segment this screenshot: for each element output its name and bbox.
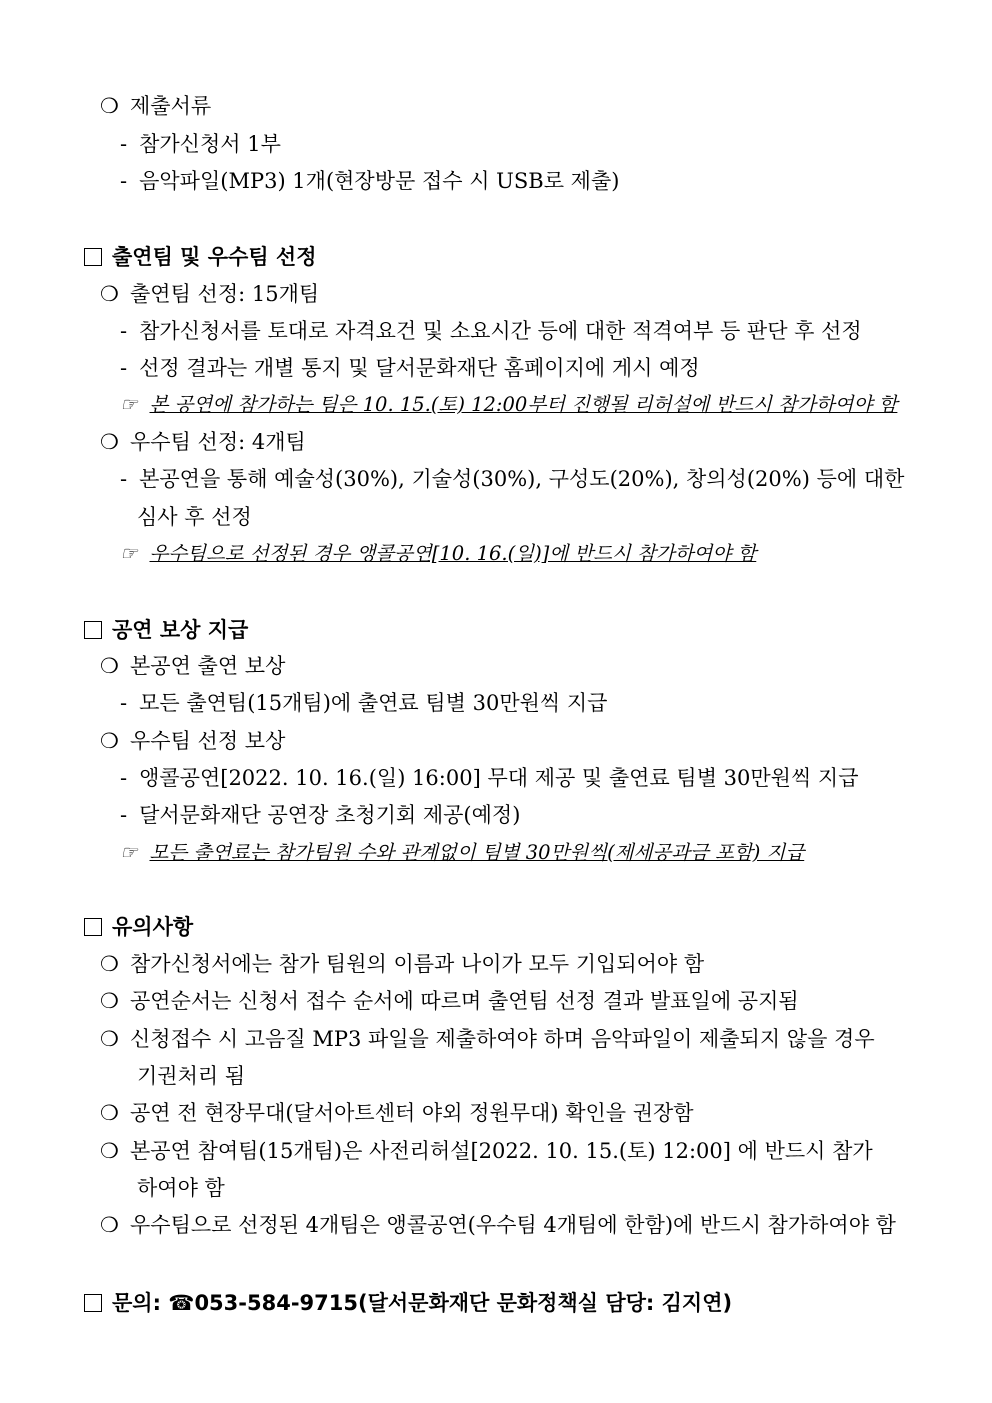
pointing-hand-icon: ☞ [120,542,138,565]
notice-item: ❍ 우수팀으로 선정된 4개팀은 앵콜공연(우수팀 4개팀에 한함)에 반드시 참가하여야 함 [100,1213,896,1237]
list-item: - 참가신청서를 토대로 자격요건 및 소요시간 등에 대한 적격여부 등 판단 후 선정 [120,319,862,343]
submission-title: 제출서류 [130,94,212,118]
section-heading-notice: 유의사항 [84,913,193,941]
submission-title-row [100,92,211,120]
circle-bullet-icon: ❍ [100,1101,119,1125]
notice-item: ❍ 공연순서는 신청서 접수 순서에 따르며 출연팀 선정 결과 발표일에 공지됨 [100,989,799,1013]
list-item: - 참가신청서 1부 [120,132,281,156]
list-item: - 음악파일(MP3) 1개(현장방문 접수 시 USB로 제출) [120,169,620,193]
notice-item: ❍ 참가신청서에는 참가 팀원의 이름과 나이가 모두 기입되어야 함 [100,952,705,976]
list-item: - 달서문화재단 공연장 초청기회 제공(예정) [120,803,521,827]
dash-bullet-icon: - [120,319,128,343]
section-heading-selection: 출연팀 및 우수팀 선정 [84,243,317,271]
reward-excellent-title-row: ❍ 우수팀 선정 보상 [100,729,286,753]
circle-bullet-icon: ❍ [100,1027,119,1051]
section-heading-reward: 공연 보상 지급 [84,616,248,644]
pointing-hand-icon: ☞ [120,841,138,864]
dash-bullet-icon: - [120,691,128,715]
checkbox-icon [84,621,102,639]
notice-item-continuation: 하여야 함 [137,1176,225,1200]
reward-main-title-row: ❍ 본공연 출연 보상 [100,654,286,678]
dash-bullet-icon: - [120,169,128,193]
circle-bullet-icon: ❍ [100,430,119,454]
dash-bullet-icon: - [120,467,128,491]
circle-bullet-icon: ❍ [100,729,119,753]
reward-note: ☞ 모든 출연료는 참가팀원 수와 관계없이 팀별 30만원씩(제세공과금 포함) 지급 [120,839,804,867]
pointing-hand-icon: ☞ [120,393,138,416]
circle-bullet-icon: ❍ [100,94,119,118]
checkbox-icon [84,1294,102,1312]
circle-bullet-icon: ❍ [100,1139,119,1163]
perf-note: ☞ 본 공연에 참가하는 팀은 10. 15.(토) 12:00부터 진행될 리허설에 반드시 참가하여야 함 [120,391,897,419]
excellent-note: ☞ 우수팀으로 선정된 경우 앵콜공연[10. 16.(일)]에 반드시 참가하여야 함 [120,540,756,568]
list-item-continuation: 심사 후 선정 [137,505,252,529]
circle-bullet-icon: ❍ [100,282,119,306]
circle-bullet-icon: ❍ [100,952,119,976]
list-item: - 선정 결과는 개별 통지 및 달서문화재단 홈페이지에 게시 예정 [120,356,700,380]
notice-item: ❍ 본공연 참여팀(15개팀)은 사전리허설[2022. 10. 15.(토) 12:00] 에 반드시 참가 [100,1139,873,1163]
dash-bullet-icon: - [120,356,128,380]
circle-bullet-icon: ❍ [100,654,119,678]
dash-bullet-icon: - [120,132,128,156]
notice-item: ❍ 공연 전 현장무대(달서아트센터 야외 정원무대) 확인을 권장함 [100,1101,694,1125]
list-item: - 본공연을 통해 예술성(30%), 기술성(30%), 구성도(20%), 창의성(20%) 등에 대한 [120,467,905,491]
contact-text: 문의: ☎053-584-9715(달서문화재단 문화정책실 담당: 김지연) [112,1291,733,1315]
notice-item-continuation: 기권처리 됨 [137,1064,246,1088]
dash-bullet-icon: - [120,766,128,790]
checkbox-icon [84,248,102,266]
checkbox-icon [84,918,102,936]
circle-bullet-icon: ❍ [100,1213,119,1237]
perf-team-title-row: ❍ 출연팀 선정: 15개팀 [100,282,320,306]
notice-item: ❍ 신청접수 시 고음질 MP3 파일을 제출하여야 하며 음악파일이 제출되지 않을 경우 [100,1027,875,1051]
contact-row [84,1289,732,1317]
list-item: - 앵콜공연[2022. 10. 16.(일) 16:00] 무대 제공 및 출연료 팀별 30만원씩 지급 [120,766,859,790]
list-item: - 모든 출연팀(15개팀)에 출연료 팀별 30만원씩 지급 [120,691,608,715]
dash-bullet-icon: - [120,803,128,827]
circle-bullet-icon: ❍ [100,989,119,1013]
excellent-team-title-row: ❍ 우수팀 선정: 4개팀 [100,430,306,454]
